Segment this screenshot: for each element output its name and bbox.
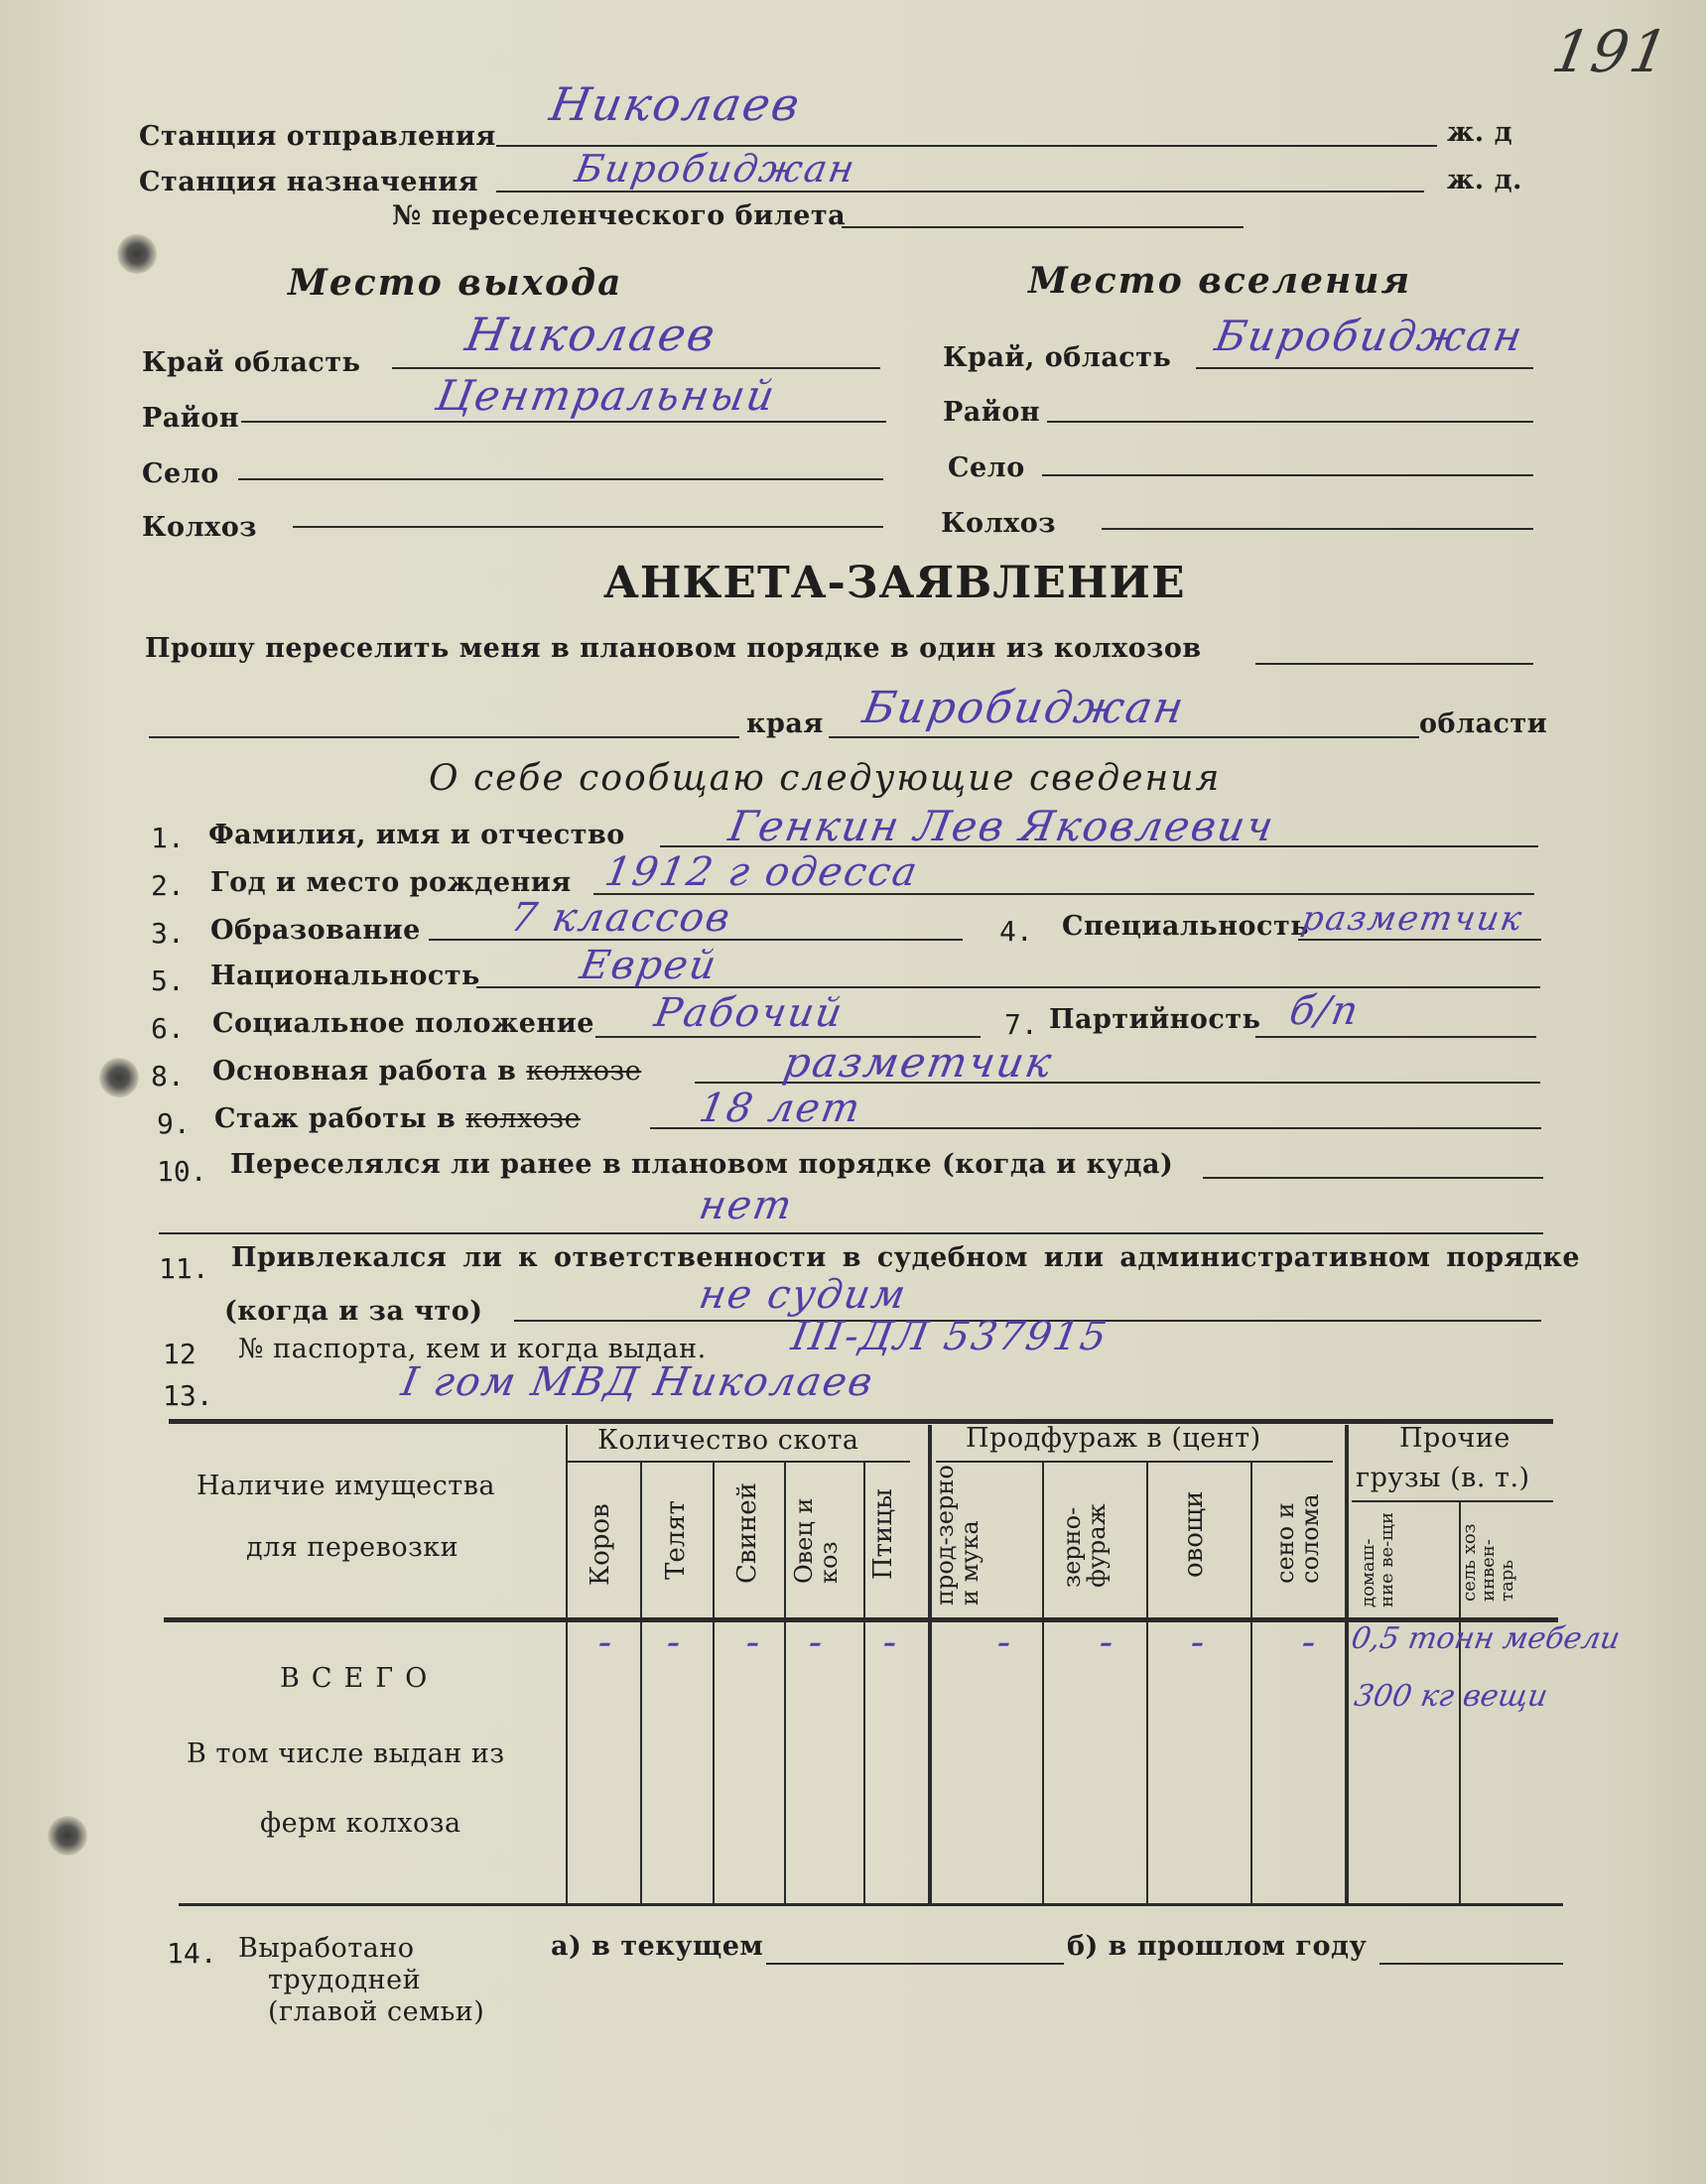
field-7-label: Партийность bbox=[1049, 1004, 1261, 1035]
workdays-previous-line bbox=[1379, 1963, 1563, 1965]
other-value-2: 300 кг вещи bbox=[1351, 1679, 1551, 1714]
field-5-number: 5. bbox=[151, 964, 185, 997]
kray-label: края bbox=[746, 708, 824, 739]
field-13-number: 13. bbox=[163, 1379, 213, 1412]
other-group-rule bbox=[1352, 1500, 1553, 1502]
field-8-number: 8. bbox=[151, 1060, 185, 1092]
field-4-line bbox=[1298, 939, 1541, 941]
field-9-value: 18 лет bbox=[695, 1086, 865, 1131]
destination-line bbox=[496, 191, 1424, 193]
field-8-value: разметчик bbox=[779, 1038, 1057, 1087]
col-header-2: Свиней bbox=[732, 1482, 762, 1584]
origin-kolkhoz-label: Колхоз bbox=[142, 512, 257, 543]
field-5-value: Еврей bbox=[576, 943, 722, 988]
field-9-struck: колхозе bbox=[465, 1103, 582, 1134]
col-header-3: Овец и коз bbox=[790, 1497, 844, 1584]
field-9-label-text: Стаж работы в bbox=[214, 1103, 457, 1134]
col-header-5: прод-зерно и мука bbox=[931, 1465, 984, 1606]
settlement-district-label: Район bbox=[943, 397, 1041, 428]
workdays-label-1: Выработано bbox=[238, 1933, 415, 1964]
issued-label-1: В том числе выдан из bbox=[187, 1738, 505, 1769]
workdays-label-2: трудодней bbox=[268, 1965, 422, 1995]
field-4-value: разметчик bbox=[1298, 899, 1527, 939]
workdays-label-3: (главой семьи) bbox=[268, 1996, 485, 2027]
settlement-kolkhoz-line bbox=[1102, 528, 1533, 530]
field-2-value: 1912 г одесса bbox=[600, 849, 923, 895]
field-11-number: 11. bbox=[159, 1252, 209, 1285]
cell-dash-0: - bbox=[593, 1619, 618, 1665]
binder-hole-middle bbox=[99, 1058, 139, 1097]
cell-dash-3: - bbox=[804, 1619, 829, 1665]
ticket-label: № переселенческого билета bbox=[392, 200, 847, 231]
destination-label: Станция назначения bbox=[139, 167, 479, 197]
binder-hole-bottom bbox=[48, 1816, 87, 1856]
settlement-heading: Место вселения bbox=[1028, 260, 1412, 302]
group-livestock: Количество скота bbox=[597, 1425, 859, 1456]
field-2-label: Год и место рождения bbox=[210, 867, 572, 898]
field-4-label: Специальность bbox=[1062, 911, 1310, 942]
oblast-label: области bbox=[1419, 708, 1548, 739]
field-8-label-text: Основная работа в bbox=[212, 1056, 517, 1087]
cell-dash-7: - bbox=[1186, 1619, 1211, 1665]
field-1-number: 1. bbox=[151, 822, 185, 854]
about-heading: О себе сообщаю следующие сведения bbox=[429, 758, 1222, 799]
table-vline-9 bbox=[1345, 1425, 1349, 1903]
settlement-region-line bbox=[1196, 367, 1533, 369]
request-text: Прошу переселить меня в плановом порядке в один из колхозов bbox=[145, 633, 1202, 664]
binder-hole-top bbox=[117, 234, 157, 274]
cell-dash-2: - bbox=[741, 1619, 766, 1665]
field-12-value: III-ДЛ 537915 bbox=[787, 1314, 1113, 1359]
field-10-line-2 bbox=[159, 1232, 1543, 1234]
field-7-value: б/п bbox=[1285, 988, 1364, 1034]
origin-region-value: Николаев bbox=[461, 308, 722, 361]
field-7-line bbox=[1255, 1036, 1536, 1038]
field-10-number: 10. bbox=[157, 1155, 207, 1188]
table-bottom-rule bbox=[179, 1903, 1563, 1906]
table-vline-4 bbox=[863, 1463, 865, 1903]
field-6-number: 6. bbox=[151, 1012, 185, 1045]
field-10-value: нет bbox=[695, 1183, 798, 1228]
workdays-current-label: а) в текущем bbox=[551, 1931, 764, 1962]
cell-dash-5: - bbox=[992, 1619, 1017, 1665]
origin-region-line bbox=[392, 367, 880, 369]
origin-kolkhoz-line bbox=[293, 526, 883, 528]
field-2-number: 2. bbox=[151, 869, 185, 902]
origin-district-line bbox=[241, 421, 886, 423]
settlement-village-line bbox=[1042, 474, 1533, 476]
col-header-4: Птицы bbox=[868, 1488, 898, 1580]
total-label: ВСЕГО bbox=[280, 1663, 440, 1694]
table-vline-0 bbox=[566, 1425, 568, 1903]
departure-value: Николаев bbox=[546, 77, 806, 131]
cell-dash-4: - bbox=[878, 1619, 903, 1665]
field-3-label: Образование bbox=[210, 915, 421, 946]
table-vline-1 bbox=[640, 1463, 642, 1903]
origin-heading: Место выхода bbox=[288, 262, 623, 304]
request-line bbox=[1255, 663, 1533, 665]
col-header-6: зерно-фураж bbox=[1058, 1503, 1112, 1588]
field-8-struck: колхозе bbox=[526, 1056, 642, 1087]
table-vline-6 bbox=[1042, 1463, 1044, 1903]
table-vline-3 bbox=[784, 1463, 786, 1903]
settlement-region-value: Биробиджан bbox=[1211, 312, 1528, 360]
table-header-rule bbox=[164, 1617, 1558, 1622]
kray-line-left bbox=[149, 736, 739, 738]
group-other-2: грузы (в. т.) bbox=[1356, 1463, 1530, 1493]
form-title: АНКЕТА-ЗАЯВЛЕНИЕ bbox=[603, 558, 1186, 608]
origin-village-line bbox=[238, 478, 883, 480]
field-6-label: Социальное положение bbox=[212, 1008, 594, 1039]
field-11-value: не судим bbox=[695, 1272, 911, 1318]
field-1-value: Генкин Лев Яковлевич bbox=[724, 802, 1279, 850]
table-vline-8 bbox=[1250, 1463, 1252, 1903]
field-12-label: № паспорта, кем и когда выдан. bbox=[238, 1334, 707, 1364]
settlement-region-label: Край, область bbox=[943, 342, 1172, 373]
field-3-number: 3. bbox=[151, 917, 185, 950]
table-vline-5 bbox=[928, 1425, 932, 1903]
field-13-value: I гом МВД Николаев bbox=[397, 1359, 878, 1405]
field-6-value: Рабочий bbox=[650, 990, 848, 1036]
workdays-previous-label: б) в прошлом году bbox=[1067, 1931, 1368, 1962]
kray-line-right bbox=[829, 736, 1419, 738]
origin-region-label: Край область bbox=[142, 347, 361, 378]
kray-value: Биробиджан bbox=[858, 683, 1190, 733]
field-4-number: 4. bbox=[999, 915, 1033, 948]
workdays-number: 14. bbox=[167, 1937, 217, 1970]
settlement-district-line bbox=[1047, 421, 1533, 423]
other-value-1: 0,5 тонн мебели bbox=[1348, 1621, 1624, 1656]
field-10-label: Переселялся ли ранее в плановом порядке (когда и куда) bbox=[230, 1149, 1174, 1180]
field-11-label-2: (когда и за что) bbox=[224, 1296, 483, 1327]
cell-dash-1: - bbox=[662, 1619, 687, 1665]
table-row-header-2: для перевозки bbox=[246, 1532, 459, 1563]
table-top-rule bbox=[169, 1419, 1553, 1424]
field-3-value: 7 классов bbox=[506, 895, 735, 941]
settlement-kolkhoz-label: Колхоз bbox=[941, 508, 1056, 539]
col-header-7: овощи bbox=[1179, 1490, 1209, 1578]
col-header-8: сено и солома bbox=[1271, 1493, 1325, 1584]
rail-suffix-1: ж. д bbox=[1447, 117, 1513, 148]
fodder-group-rule bbox=[936, 1461, 1333, 1463]
cell-dash-8: - bbox=[1297, 1619, 1322, 1665]
origin-village-label: Село bbox=[142, 458, 219, 489]
field-9-label bbox=[214, 1103, 581, 1134]
field-8-label bbox=[212, 1056, 641, 1087]
origin-district-label: Район bbox=[142, 403, 240, 434]
field-10-line bbox=[1203, 1177, 1543, 1179]
table-row-header-1: Наличие имущества bbox=[197, 1471, 496, 1501]
cell-dash-6: - bbox=[1095, 1619, 1119, 1665]
settlement-village-label: Село bbox=[948, 452, 1025, 483]
workdays-current-line bbox=[766, 1963, 1064, 1965]
destination-value: Биробиджан bbox=[572, 147, 860, 191]
ticket-line bbox=[842, 226, 1244, 228]
livestock-group-rule bbox=[568, 1461, 910, 1463]
page-number: 191 bbox=[1547, 18, 1675, 85]
rail-suffix-2: ж. д. bbox=[1447, 165, 1522, 195]
group-fodder: Продфураж в (цент) bbox=[966, 1423, 1261, 1454]
table-vline-2 bbox=[713, 1463, 715, 1903]
field-12-number: 12 bbox=[163, 1338, 197, 1370]
group-other-1: Прочие bbox=[1399, 1423, 1510, 1454]
col-header-1: Телят bbox=[661, 1499, 691, 1580]
field-5-label: Национальность bbox=[210, 961, 480, 991]
field-9-number: 9. bbox=[157, 1107, 191, 1140]
col-header-10: сель хоз инвен-тарь bbox=[1459, 1523, 1517, 1602]
field-1-label: Фамилия, имя и отчество bbox=[208, 820, 625, 850]
col-header-9: домаш-ние ве-щи bbox=[1358, 1512, 1397, 1607]
table-vline-7 bbox=[1146, 1463, 1148, 1903]
issued-label-2: ферм колхоза bbox=[260, 1808, 461, 1839]
departure-label: Станция отправления bbox=[139, 121, 496, 152]
field-7-number: 7. bbox=[1004, 1008, 1038, 1041]
col-header-0: Коров bbox=[586, 1503, 615, 1586]
field-11-label: Привлекался ли к ответственности в судебном или административном порядке bbox=[231, 1242, 1581, 1273]
origin-district-value: Центральный bbox=[432, 371, 780, 420]
